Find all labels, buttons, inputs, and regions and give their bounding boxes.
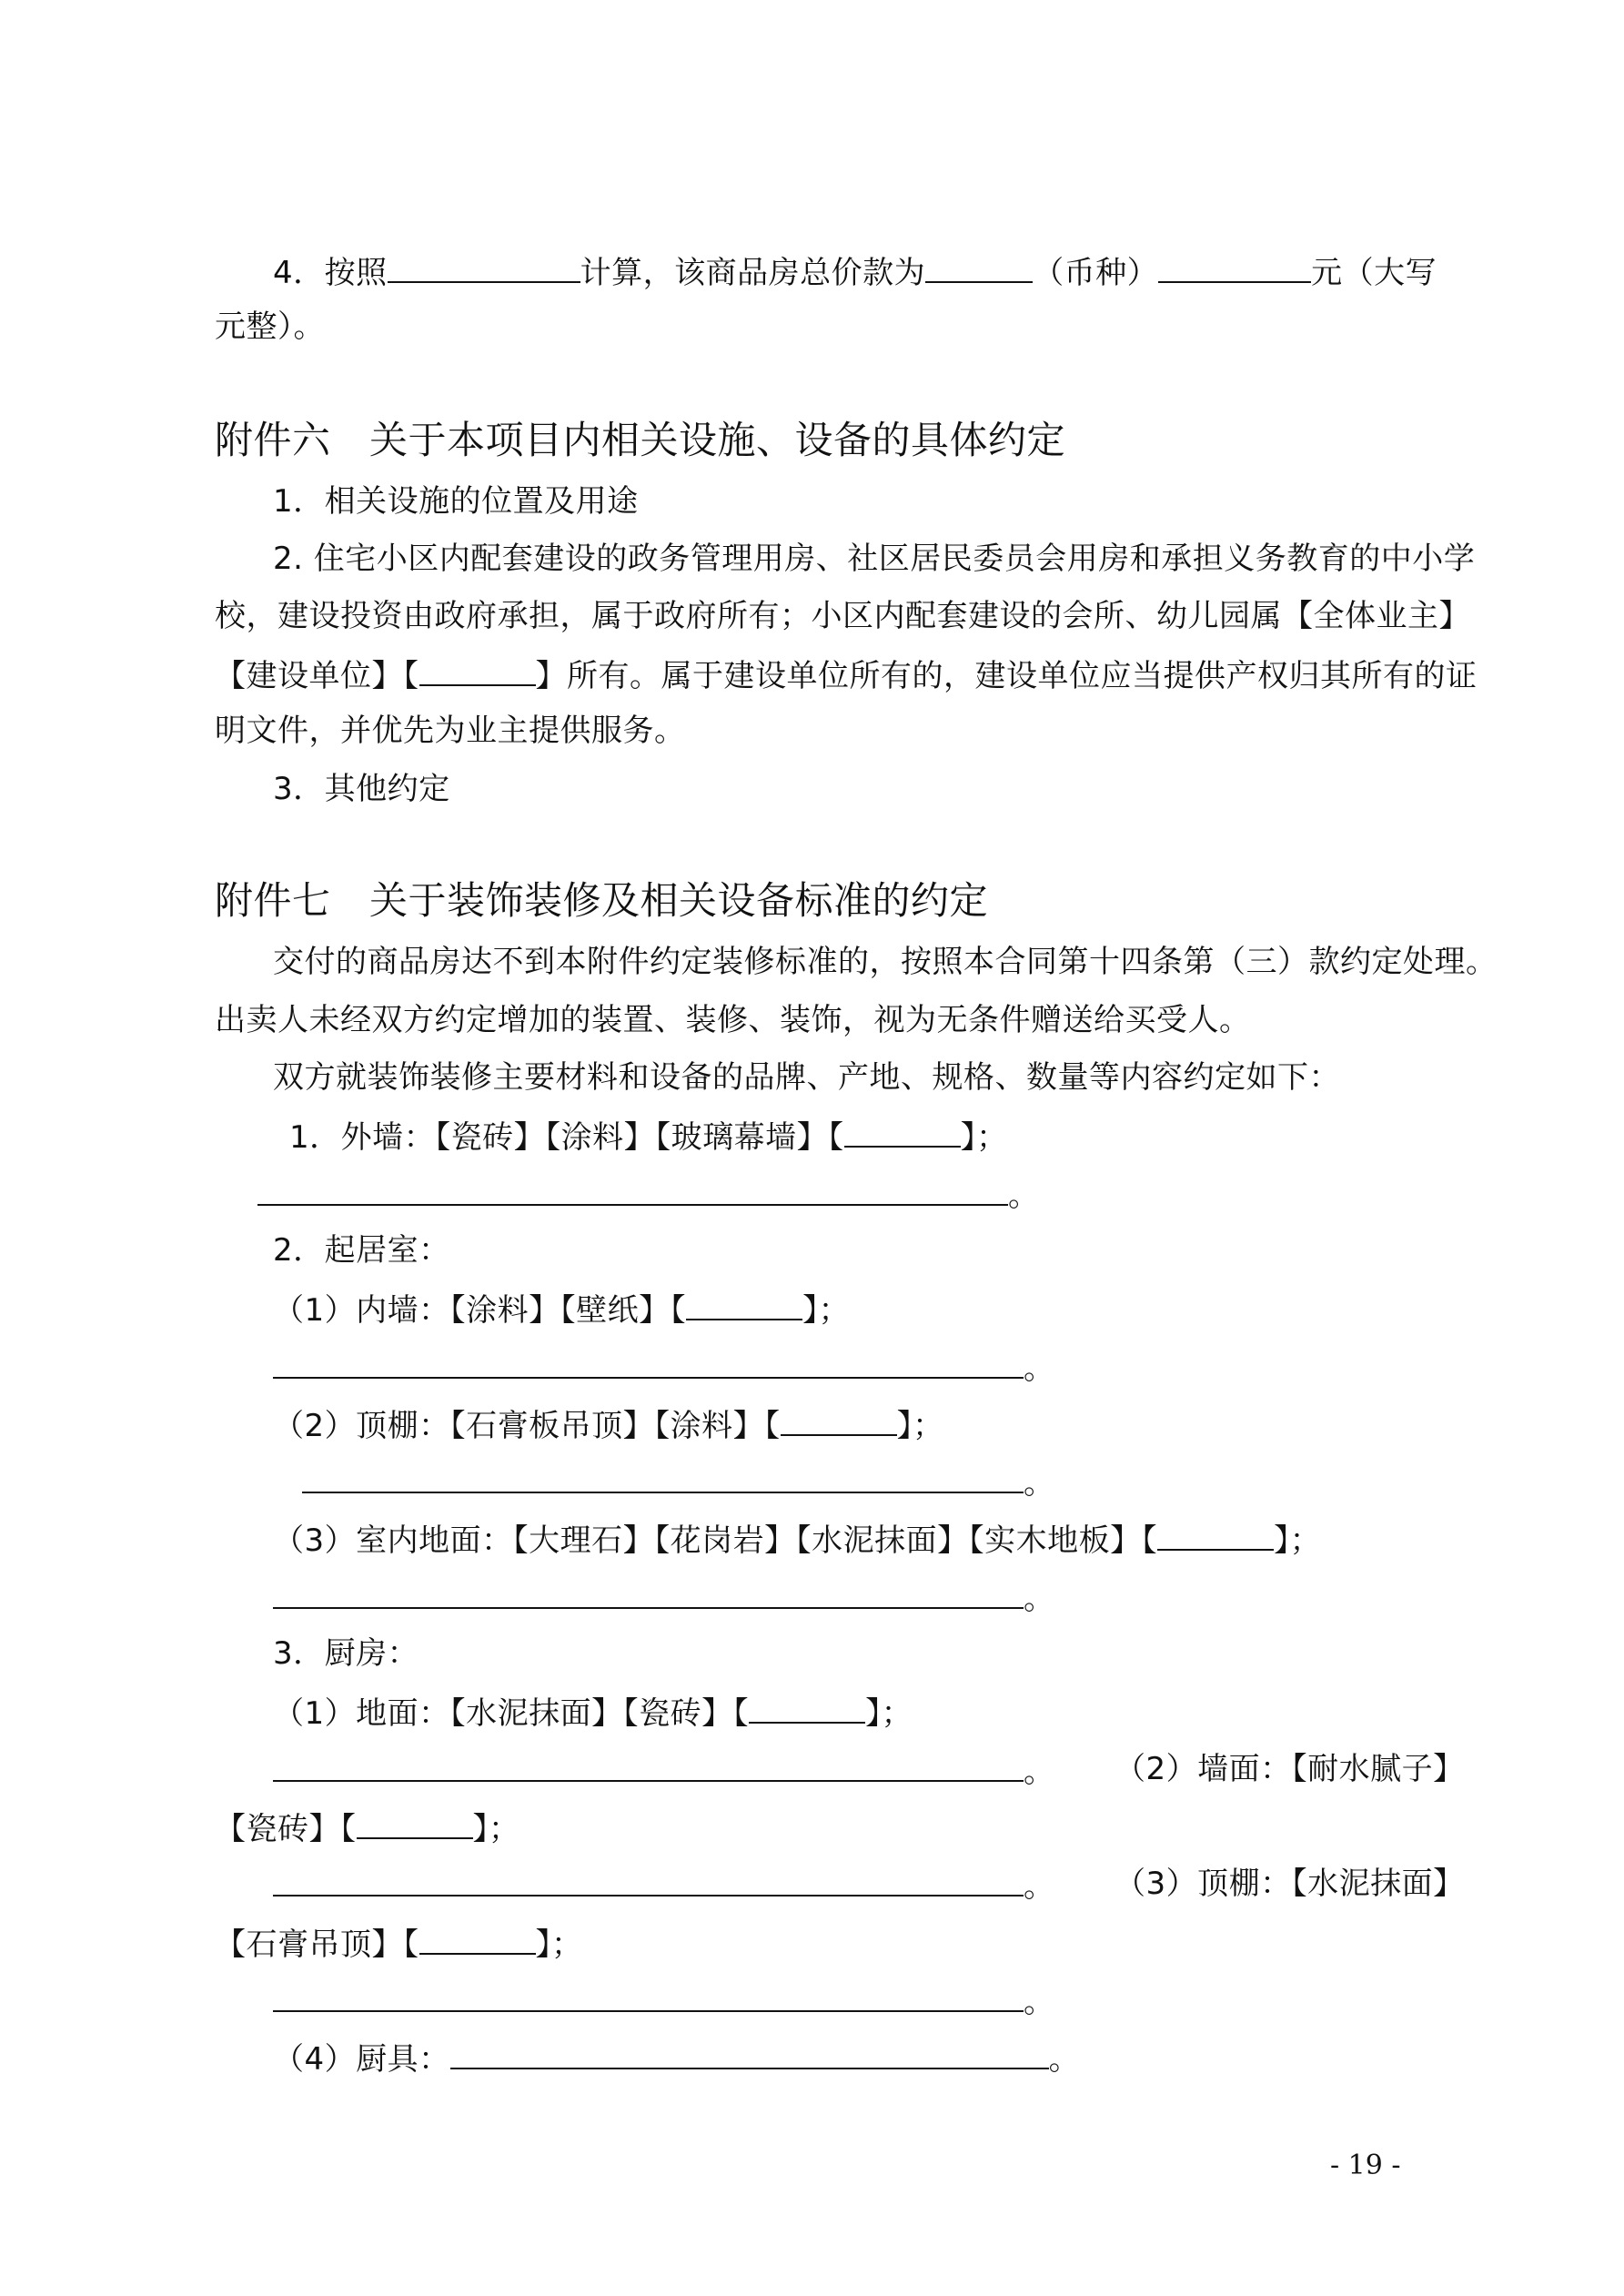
annex6-item2-line4: 明文件，并优先为业主提供服务。 (215, 713, 686, 749)
blank-kitchen-floor-other[interactable] (749, 1691, 865, 1724)
blank-exterior-wall-detail[interactable] (257, 1173, 1008, 1206)
annex7-intro-line2: 出卖人未经双方约定增加的装置、装修、装饰，视为无条件赠送给买受人。 (215, 1002, 1251, 1038)
floor-options: （3）室内地面：【大理石】【花岗岩】【水泥抹面】【实木地板】【 (273, 1522, 1158, 1559)
exterior-wall-options: 1．外墙：【瓷砖】【涂料】【玻璃幕墙】【 (289, 1119, 844, 1156)
annex7-intro-line1: 交付的商品房达不到本附件约定装修标准的，按照本合同第十四条第（三）款约定处理。 (273, 944, 1498, 980)
kitchen-cookware-label: （4）厨具： (273, 2041, 450, 2078)
kitchen-floor-close: 】； (865, 1695, 913, 1732)
floor-detail (273, 1576, 1055, 1619)
blank-inner-wall-other[interactable] (686, 1288, 802, 1320)
ceiling-options: （2）顶棚：【石膏板吊顶】【涂料】【 (273, 1408, 781, 1444)
kitchen-ceiling-line (215, 1922, 583, 1965)
inner-wall-close: 】； (802, 1292, 851, 1329)
blank-ceiling-other[interactable] (781, 1403, 897, 1436)
kitchen-ceiling-close: 】； (535, 1927, 583, 1963)
ceiling-close: 】； (896, 1408, 944, 1444)
annex7-intro-line3: 双方就装饰装修主要材料和设备的品牌、产地、规格、数量等内容约定如下： (273, 1059, 1340, 1096)
exterior-wall-detail (257, 1173, 1040, 1216)
kitchen-ceiling-label: （3）顶棚：【水泥抹面】 (1115, 1866, 1465, 1902)
blank-ceiling-detail[interactable] (302, 1461, 1024, 1493)
ceiling-detail (302, 1461, 1055, 1503)
kitchen-floor-period: 。 (1024, 1754, 1055, 1790)
kitchen-ceiling-period: 。 (1024, 1984, 1055, 2020)
floor-close: 】； (1274, 1522, 1322, 1559)
ceiling-period: 。 (1024, 1465, 1055, 1502)
blank-floor-detail[interactable] (273, 1576, 1024, 1609)
floor-period: 。 (1024, 1581, 1055, 1617)
blank-kitchen-floor-detail[interactable] (273, 1749, 1024, 1782)
kitchen-wall-line (215, 1806, 520, 1849)
item4-line1 (273, 250, 1437, 293)
inner-wall-line (273, 1288, 850, 1330)
inner-wall-period: 。 (1024, 1350, 1055, 1387)
exterior-wall-line (289, 1115, 1008, 1158)
kitchen-wall-label: （2）墙面：【耐水腻子】 (1115, 1751, 1465, 1787)
kitchen-wall-period: 。 (1024, 1868, 1055, 1905)
blank-currency-amount[interactable] (1158, 250, 1311, 283)
item4-text-2: 计算，该商品房总价款为 (580, 255, 926, 291)
blank-exterior-wall-other[interactable] (844, 1115, 961, 1148)
ceiling-line (273, 1403, 944, 1446)
item4-line2 (215, 307, 325, 347)
annex6-item2-line2: 校，建设投资由政府承担，属于政府所有；小区内配套建设的会所、幼儿园属【全体业主】 (215, 598, 1470, 634)
kitchen-cookware-line (273, 2037, 1080, 2079)
annex6-item2-line3 (215, 653, 1478, 696)
kitchen-cookware-period: 。 (1048, 2041, 1081, 2078)
inner-wall-detail (273, 1346, 1055, 1389)
annex6-title: 附件六 关于本项目内相关设施、设备的具体约定 (215, 418, 1066, 462)
annex6-item2-line1: 2. 住宅小区内配套建设的政务管理用房、社区居民委员会用房和承担义务教育的中小学 (273, 541, 1476, 577)
blank-inner-wall-detail[interactable] (273, 1346, 1024, 1379)
blank-kitchen-wall-detail[interactable] (273, 1864, 1024, 1896)
kitchen-heading: 3．厨房： (273, 1635, 419, 1672)
exterior-wall-close: 】； (960, 1119, 1008, 1156)
annex6-text-owner-rest: 】所有。属于建设单位所有的，建设单位应当提供产权归其所有的证 (535, 658, 1478, 694)
page-number: - 19 - (1330, 2149, 1401, 2181)
blank-kitchen-ceiling-other[interactable] (419, 1922, 536, 1955)
kitchen-ceiling-detail (273, 1979, 1055, 2022)
annex6-item1: 1．相关设施的位置及用途 (273, 483, 639, 520)
blank-kitchen-ceiling-detail[interactable] (273, 1979, 1024, 2012)
kitchen-floor-detail (273, 1749, 1055, 1792)
item4-text-3: （币种） (1033, 255, 1159, 291)
item4-text-1: 4．按照 (273, 255, 388, 291)
item4-text-4: 元（大写 (1311, 255, 1437, 291)
blank-kitchen-cookware[interactable] (450, 2037, 1049, 2069)
blank-total-price[interactable] (925, 250, 1033, 283)
annex6-text-owner: 【建设单位】【 (215, 658, 419, 694)
kitchen-floor-options: （1）地面：【水泥抹面】【瓷砖】【 (273, 1695, 750, 1732)
floor-line (273, 1518, 1321, 1561)
kitchen-floor-line (273, 1691, 913, 1734)
kitchen-wall-close: 】； (472, 1811, 520, 1847)
blank-calc-basis[interactable] (388, 250, 580, 283)
kitchen-ceiling-options: 【石膏吊顶】【 (215, 1927, 419, 1963)
exterior-wall-period: 。 (1008, 1178, 1040, 1214)
annex7-title: 附件七 关于装饰装修及相关设备标准的约定 (215, 878, 989, 923)
annex6-item3: 3．其他约定 (273, 771, 450, 807)
item4-text-5: 元整）。 (215, 308, 325, 345)
blank-ownership[interactable] (419, 653, 536, 686)
inner-wall-options: （1）内墙：【涂料】【壁纸】【 (273, 1292, 687, 1329)
blank-kitchen-wall-other[interactable] (357, 1806, 473, 1839)
living-room-heading: 2．起居室： (273, 1232, 450, 1269)
kitchen-wall-detail (273, 1864, 1055, 1907)
blank-floor-other[interactable] (1157, 1518, 1274, 1551)
kitchen-wall-options: 【瓷砖】【 (215, 1811, 357, 1847)
